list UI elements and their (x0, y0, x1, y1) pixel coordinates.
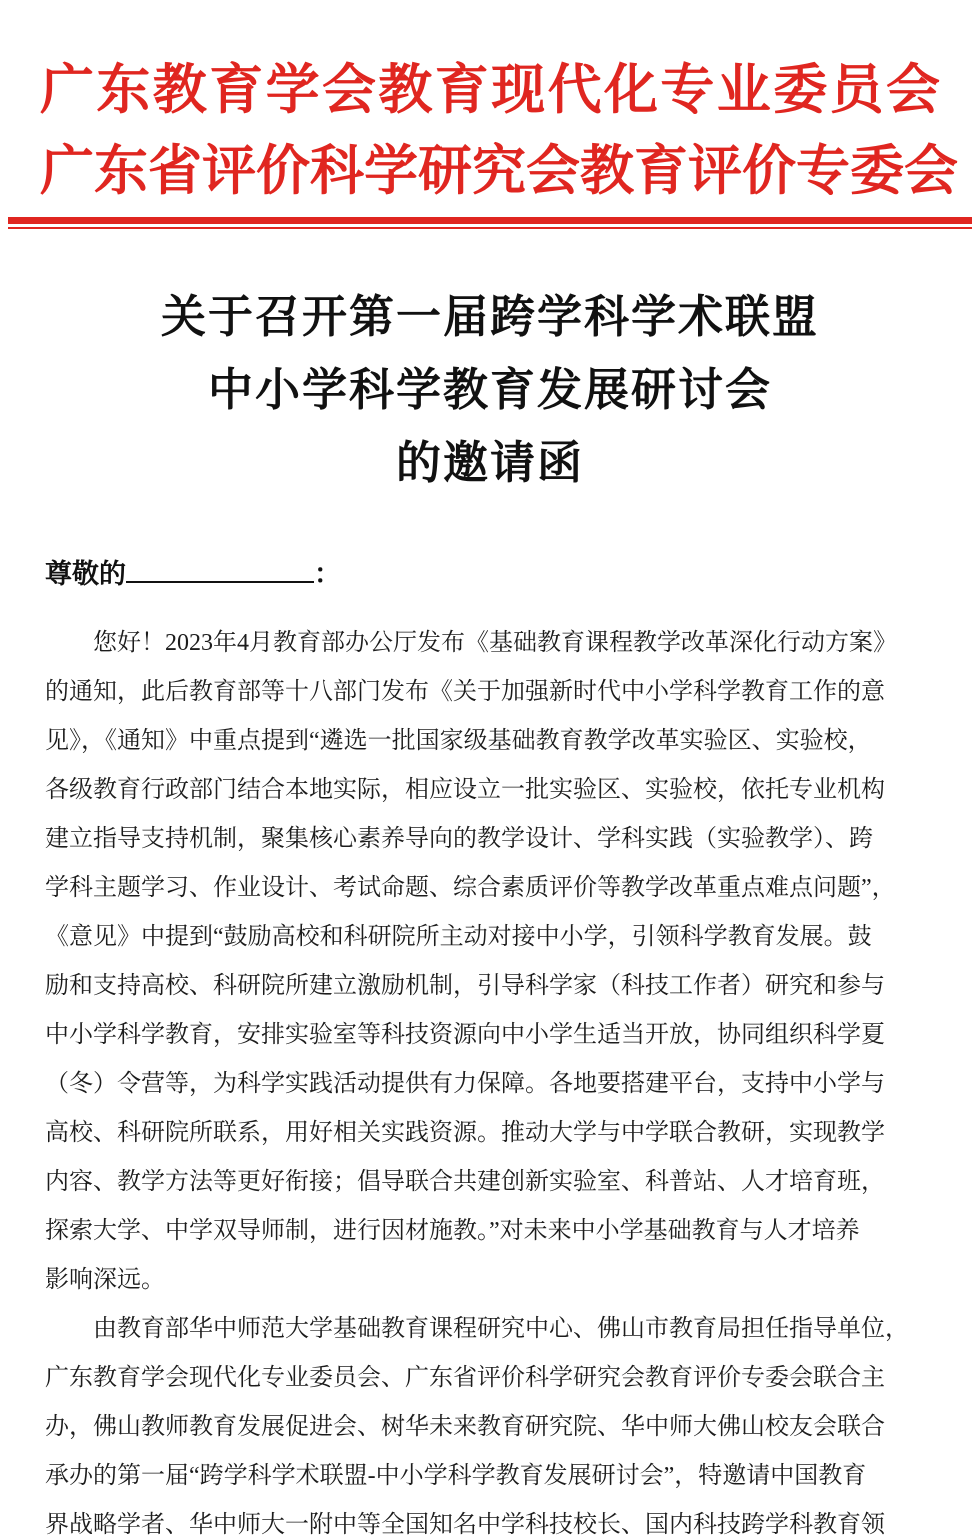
body-line: 《意见》中提到“鼓励高校和科研院所主动对接中小学，引领科学教育发展。鼓 (45, 924, 872, 950)
body-line: 内容、教学方法等更好衔接；倡导联合共建创新实验室、科普站、人才培育班， (45, 1169, 885, 1195)
letterhead-line-2: 广东省评价科学研究会教育评价专委会 (40, 141, 958, 201)
body-line: 您好！2023年4月教育部办公厅发布《基础教育课程教学改革深化行动方案》 (93, 630, 897, 656)
body-line: 界战略学者、华中师大一附中等全国知名中学科技校长、国内科技跨学科教育领 (45, 1512, 885, 1538)
body-line: 探索大学、中学双导师制，进行因材施教。”对未来中小学基础教育与人才培养 (45, 1218, 860, 1244)
body-line: 高校、科研院所联系，用好相关实践资源。推动大学与中学联合教研，实现教学 (45, 1120, 885, 1146)
body-line: 见》，《通知》中重点提到“遴选一批国家级基础教育教学改革实验区、实验校， (45, 728, 872, 754)
body-line: 由教育部华中师范大学基础教育课程研究中心、佛山市教育局担任指导单位， (93, 1316, 909, 1342)
divider-thick-rule (8, 217, 972, 224)
letterhead (40, 0, 958, 212)
divider-thin-rule (8, 227, 972, 229)
letterhead-divider (8, 217, 972, 229)
document-title-line-1: 关于召开第一届跨学科学术联盟 (160, 292, 819, 342)
body-line: 励和支持高校、科研院所建立激励机制，引导科学家（科技工作者）研究和参与 (45, 973, 885, 999)
body-line: 建立指导支持机制，聚集核心素养导向的教学设计、学科实践（实验教学）、跨 (45, 826, 873, 852)
body-line: 的通知，此后教育部等十八部门发布《关于加强新时代中小学科学教育工作的意 (45, 679, 885, 705)
letterhead-line-1: 广东教育学会教育现代化专业委员会 (40, 60, 940, 120)
salutation-colon: ： (314, 559, 341, 589)
body-line: 中小学科学教育，安排实验室等科技资源向中小学生适当开放，协同组织科学夏 (45, 1022, 885, 1048)
body-line: 学科主题学习、作业设计、考试命题、综合素质评价等教学改革重点难点问题”， (45, 875, 896, 901)
body-line: 影响深远。 (45, 1267, 165, 1293)
document-title-line-3: 的邀请函 (395, 438, 584, 488)
salutation-line (45, 556, 935, 591)
document-title (0, 281, 980, 500)
document-title-line-2: 中小学科学教育发展研讨会 (207, 365, 772, 415)
salutation-prefix: 尊敬的 (45, 559, 126, 589)
body-line: （冬）令营等，为科学实践活动提供有力保障。各地要搭建平台，支持中小学与 (45, 1071, 885, 1097)
body-line: 广东教育学会现代化专业委员会、广东省评价科学研究会教育评价专委会联合主 (45, 1365, 885, 1391)
body-line: 承办的第一届“跨学科学术联盟-中小学科学教育发展研讨会”，特邀请中国教育 (45, 1463, 867, 1489)
body-line: 各级教育行政部门结合本地实际，相应设立一批实验区、实验校，依托专业机构 (45, 777, 885, 803)
salutation-blank-underline (126, 556, 314, 583)
body-line: 办，佛山教师教育发展促进会、树华未来教育研究院、华中师大佛山校友会联合 (45, 1414, 885, 1440)
body-text (45, 619, 935, 1539)
